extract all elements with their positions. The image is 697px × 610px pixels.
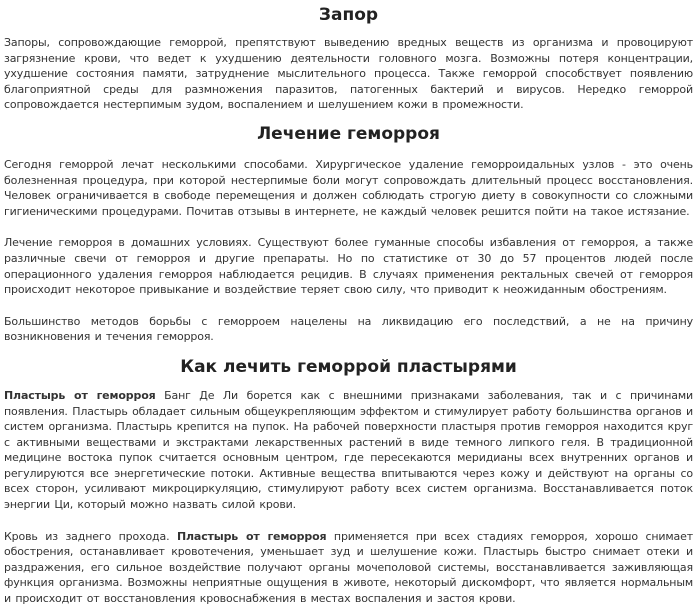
heading-lechenie: Лечение геморроя [257,123,440,144]
paragraph-text: применяется при всех стадиях геморроя, хорошо снимает обострения, останавливает кровотечения, уменьшает зуд и шелушение кожи. Пластырь быстро снимает отеки и раздражения, его сильное воздействие получают органы мочеполовой системы, восстанавливается заживляющая функция организма. Возможны неприятные ощущения в животе, некоторый дискомфорт, что является нормальным и происходит от восстановления кровоснабжения в местах воспаления и застоя крови. [4,529,694,606]
bold-term: Пластырь от геморроя [4,388,156,402]
paragraph-lechenie-3: Большинство методов борьбы с геморроем нацелены на ликвидацию его последствий, а не на причину возникновения и течения геморроя. [4,314,693,344]
paragraph-lechenie-1: Сегодня геморрой лечат несколькими способами. Хирургическое удаление геморроидальных узлов - это очень болезненная процедура, при которой нестерпимые боли могут сопровождать длительный процесс восстановления. Человек ограничивается в свободе перемещения и должен соблюдать строгую диету в совокупности со сложными гигиеническими процедурами. Почитав отзывы в интернете, не каждый человек решится пойти на такое истязание. [4,157,693,218]
paragraph-zapor: Запоры, сопровождающие геморрой, препятствуют выведению вредных веществ из организма и провоцируют загрязнение крови, что ведет к ухудшению деятельности головного мозга. Возможны потеря концентрации, ухудшение состояния памяти, затруднение мыслительного процесса. Также геморрой способствует появлению благоприятной среды для размножения паразитов, патогенных бактерий и вирусов. Нередко геморрой сопровождается нестерпимым зудом, воспалением и шелушением кожи в промежности. [4,36,693,112]
heading-plastyri: Как лечить геморрой пластырями [180,356,517,377]
heading-zapor: Запор [318,5,379,25]
bold-term: Пластырь от геморроя [176,529,327,543]
paragraph-lead: Кровь из заднего прохода. [4,529,177,543]
paragraph-lechenie-2: Лечение геморроя в домашних условиях. Существуют более гуманные способы избавления от геморроя, а также различные свечи от геморроя и другие препараты. Но по статистике от 30 до 57 процентов людей после операционного удаления геморроя наблюдается рецидив. В случаях применения ректальных свечей от геморроя происходит некоторое привыкание и воздействие теряет свою силу, что приводит к неожиданным обострениям. [4,236,693,297]
paragraph-text: Банг Де Ли борется как с внешними признаками заболевания, так и с причинами появления. Пластырь обладает сильным общеукрепляющим эффектом и стимулирует работу большинства органов и систем организма. Пластырь крепится на пупок. На рабочей поверхности пластыря против геморроя находится круг с активными веществами и экстрактами лекарственных растений в виде темного липкого геля. В традиционной медицине востока пупок считается основным центром, где пересекаются меридианы всех внутренних органов и регулируются все энергетические потоки. Активные вещества впитываются через кожу и действуют на органы со всех сторон, усиливают микроциркуляцию, стимулируют работу всех систем организма. Восстанавливается поток энергии Ци, который можно назвать силой крови. [4,388,693,512]
paragraph-plastyri-1 [4,388,693,513]
paragraph-plastyri-2 [4,529,693,607]
